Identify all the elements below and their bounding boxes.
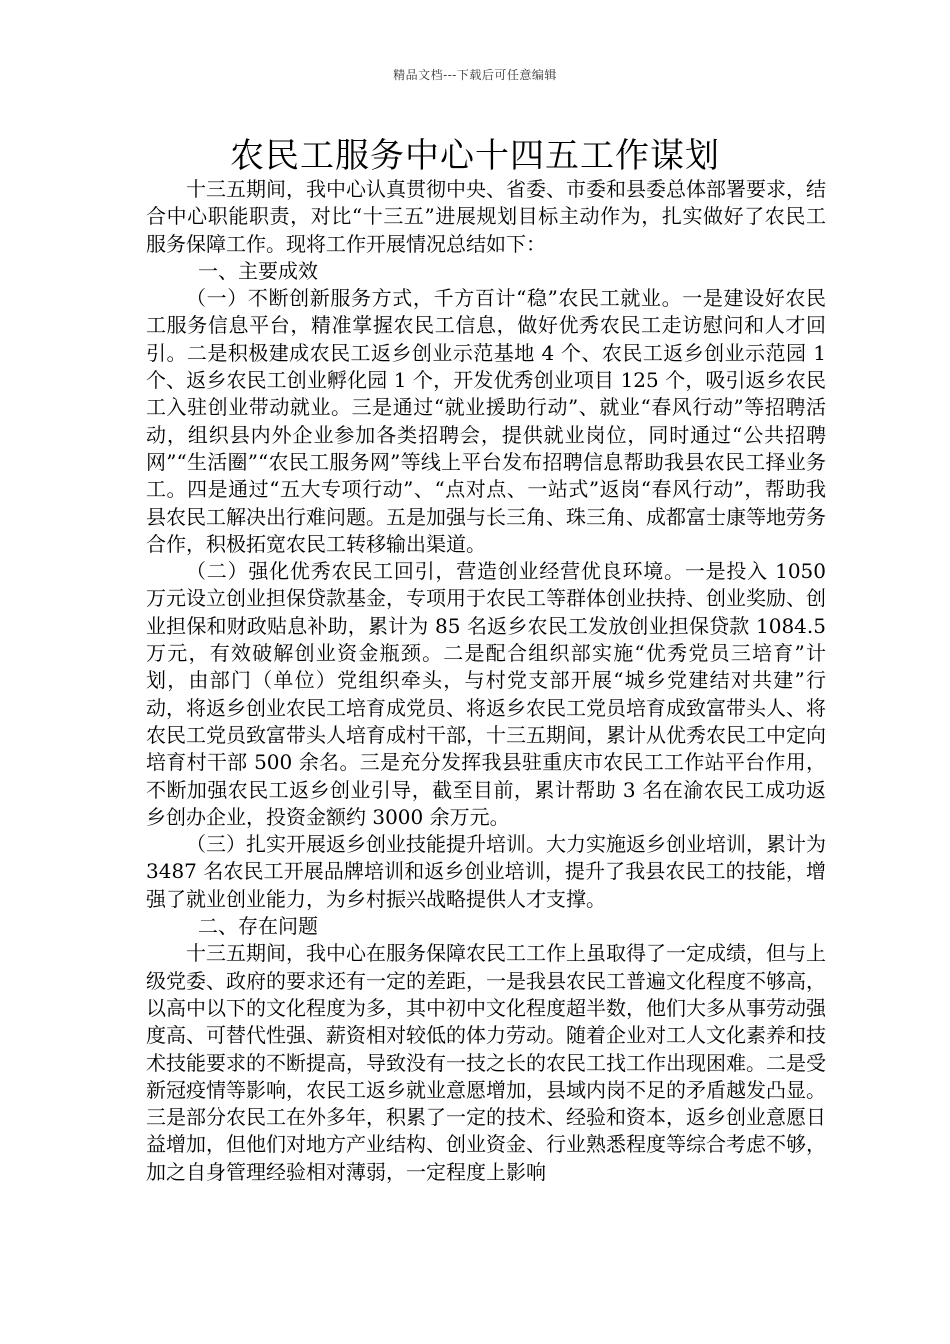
header-note: 精品文档---下载后可任意编辑 xyxy=(393,68,557,82)
paragraph-achievement-2: （二）强化优秀农民工回引，营造创业经营优良环境。一是投入 1050 万元设立创业担保贷款基金，专项用于农民工等群体创业扶持、创业奖励、创业担保和财政贴息补助，累计为 85 名返乡农民工发放创业担保贷款 1084.5 万元，有效破解创业资金瓶颈。二是配合组织部实施“优秀党员三培育”计划，由部门（单位）党组织牵头，与村党支部开展“城乡党建结对共建”行动，将返乡创业农民工培育成党员、将返乡农民工党员培育成致富带头人、将农民工党员致富带头人培育成村干部，十三五期间，累计从优秀农民工中定向培育村干部 500 余名。三是充分发挥我县驻重庆市农民工工作站平台作用，不断加强农民工返乡创业引导，截至目前，累计帮助 3 名在渝农民工成功返乡创办企业，投资金额约 3000 余万元。 xyxy=(146,559,826,829)
document-title: 农民工服务中心十四五工作谋划 xyxy=(230,136,720,176)
section-heading-problems: 二、存在问题 xyxy=(198,914,318,939)
paragraph-achievement-1: （一）不断创新服务方式，千方百计“稳”农民工就业。一是建设好农民工服务信息平台，精准掌握农民工信息，做好优秀农民工走访慰问和人才回引。二是积极建成农民工返乡创业示范基地 4 个、农民工返乡创业示范园 1 个、返乡农民工创业孵化园 1 个，开发优秀创业项目 125 个，吸引返乡农民工入驻创业带动就业。三是通过“就业援助行动”、就业“春风行动”等招聘活动，组织县内外企业参加各类招聘会，提供就业岗位，同时通过“公共招聘网”“生活圈”“农民工服务网”等线上平台发布招聘信息帮助我县农民工择业务工。四是通过“五大专项行动”、“点对点、一站式”返岗“春风行动”，帮助我县农民工解决出行难问题。五是加强与长三角、珠三角、成都富士康等地劳务合作，积极拓宽农民工转移输出渠道。 xyxy=(146,286,826,556)
intro-paragraph: 十三五期间，我中心认真贯彻中央、省委、市委和县委总体部署要求，结合中心职能职责，对比“十三五”进展规划目标主动作为，扎实做好了农民工服务保障工作。现将工作开展情况总结如下： xyxy=(146,177,826,256)
paragraph-problems: 十三五期间，我中心在服务保障农民工工作上虽取得了一定成绩，但与上级党委、政府的要求还有一定的差距，一是我县农民工普遍文化程度不够高，以高中以下的文化程度为多，其中初中文化程度超半数，他们大多从事劳动强度高、可替代性强、薪资相对较低的体力劳动。随着企业对工人文化素养和技术技能要求的不断提高，导致没有一技之长的农民工找工作出现困难。二是受新冠疫情等影响，农民工返乡就业意愿增加，县域内岗不足的矛盾越发凸显。三是部分农民工在外多年，积累了一定的技术、经验和资本，返乡创业意愿日益增加，但他们对地方产业结构、创业资金、行业熟悉程度等综合考虑不够，加之自身管理经验相对薄弱，一定程度上影响 xyxy=(146,941,826,1184)
paragraph-achievement-3: （三）扎实开展返乡创业技能提升培训。大力实施返乡创业培训，累计为 3487 名农民工开展品牌培训和返乡创业培训，提升了我县农民工的技能，增强了就业创业能力，为乡村振兴战略提供人才支撑。 xyxy=(146,832,826,911)
document-body xyxy=(146,176,826,1186)
section-heading-achievements: 一、主要成效 xyxy=(198,258,318,283)
